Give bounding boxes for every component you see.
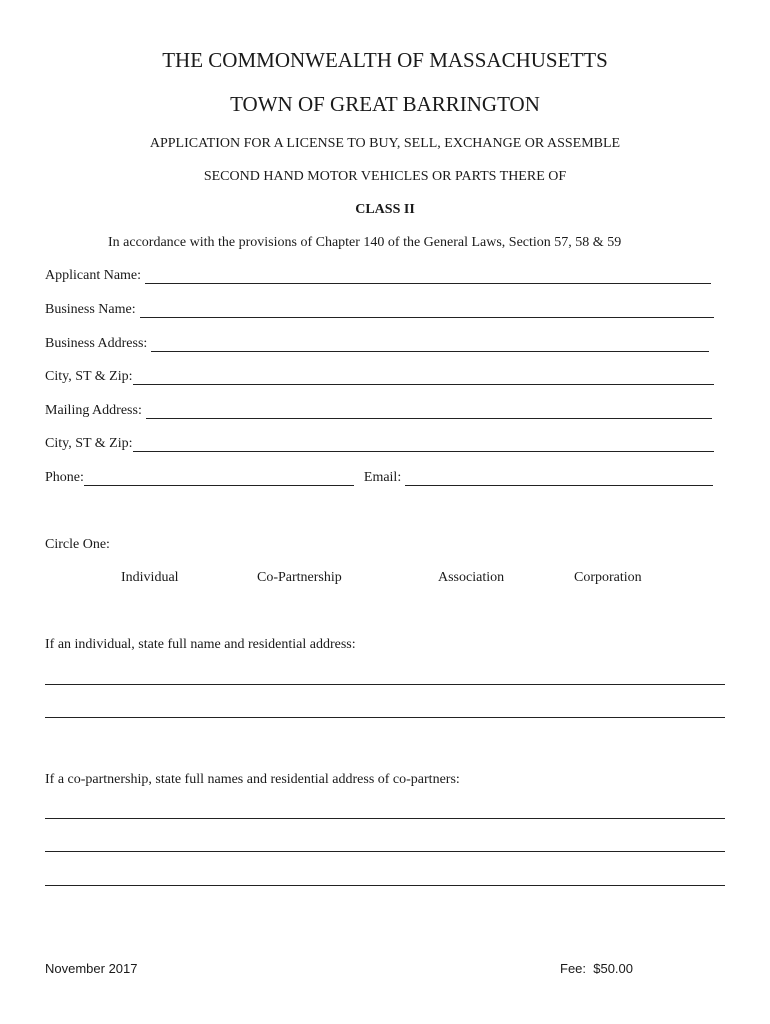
option-co-partnership[interactable]: Co-Partnership xyxy=(257,570,342,585)
contact-row xyxy=(45,470,713,486)
applicant-name-label: Applicant Name: xyxy=(45,268,142,283)
business-name-field[interactable] xyxy=(140,303,714,318)
business-name-label: Business Name: xyxy=(45,302,136,317)
footer-date: November 2017 xyxy=(45,961,138,976)
individual-line-1[interactable] xyxy=(45,684,725,685)
business-city-field[interactable] xyxy=(133,370,714,385)
copartnership-line-3[interactable] xyxy=(45,885,725,886)
title-line-2: SECOND HAND MOTOR VEHICLES OR PARTS THERE OF xyxy=(203,169,567,184)
option-individual[interactable]: Individual xyxy=(121,570,179,585)
mailing-address-row xyxy=(45,403,712,419)
business-address-field[interactable] xyxy=(151,337,709,352)
mailing-city-row xyxy=(45,436,714,452)
individual-line-2[interactable] xyxy=(45,717,725,718)
business-address-row xyxy=(45,336,709,352)
copartnership-prompt: If a co-partnership, state full names and residential address of co-partners: xyxy=(45,772,460,787)
title-line-1: APPLICATION FOR A LICENSE TO BUY, SELL, EXCHANGE OR ASSEMBLE xyxy=(149,136,621,151)
business-city-label: City, ST & Zip: xyxy=(45,369,133,384)
mailing-city-field[interactable] xyxy=(133,437,714,452)
phone-label: Phone: xyxy=(45,470,84,485)
copartnership-line-2[interactable] xyxy=(45,851,725,852)
footer-fee: Fee: $50.00 xyxy=(560,961,633,976)
town-heading: TOWN OF GREAT BARRINGTON xyxy=(230,92,540,116)
business-name-row xyxy=(45,302,714,318)
individual-prompt: If an individual, state full name and residential address: xyxy=(45,637,356,652)
copartnership-line-1[interactable] xyxy=(45,818,725,819)
applicant-name-field[interactable] xyxy=(145,269,711,284)
business-city-row xyxy=(45,369,714,385)
business-address-label: Business Address: xyxy=(45,336,148,351)
mailing-address-label: Mailing Address: xyxy=(45,403,142,418)
phone-field[interactable] xyxy=(84,471,354,486)
mailing-address-field[interactable] xyxy=(146,404,712,419)
option-association[interactable]: Association xyxy=(438,570,505,585)
email-label: Email: xyxy=(363,470,402,485)
applicant-name-row xyxy=(45,268,711,284)
state-heading: THE COMMONWEALTH OF MASSACHUSETTS xyxy=(162,48,608,72)
class-label: CLASS II xyxy=(355,202,415,217)
mailing-city-label: City, ST & Zip: xyxy=(45,436,133,451)
circle-one-label: Circle One: xyxy=(45,537,110,552)
option-corporation[interactable]: Corporation xyxy=(574,570,642,585)
email-field[interactable] xyxy=(405,471,713,486)
statute-text: In accordance with the provisions of Chapter 140 of the General Laws, Section 57, 58 & 59 xyxy=(108,235,622,250)
